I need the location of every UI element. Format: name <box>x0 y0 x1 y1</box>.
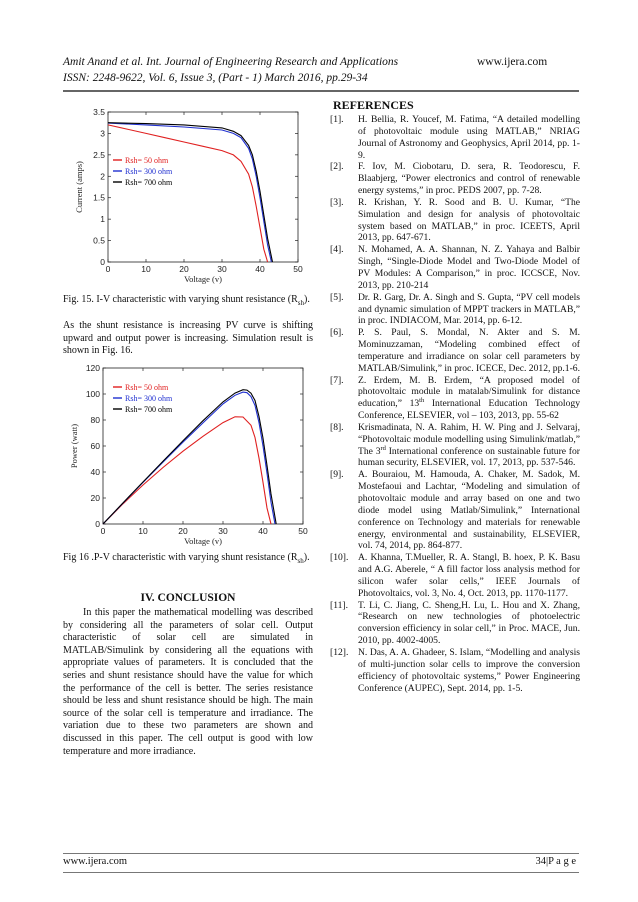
y-tick-label: 0 <box>100 257 105 267</box>
reference-number: [12]. <box>330 646 349 658</box>
y-tick-label: 0 <box>95 519 100 529</box>
references-heading: REFERENCES <box>333 98 414 112</box>
y-tick-label: 3 <box>100 128 105 139</box>
reference-item <box>330 292 580 328</box>
footer-bar <box>63 853 579 873</box>
reference-text-part: International conference on sustainable future for human security, ELSEVIER, vol. 17, 2013, pp. 537-546. <box>358 445 580 469</box>
y-axis-label: Power (watt) <box>69 423 79 469</box>
reference-item <box>330 244 580 291</box>
figure16-caption <box>63 552 313 564</box>
figure16-caption-text: Fig 16 .P-V characteristic with varying shunt resistance (R <box>63 552 298 563</box>
figure16-caption-end: ). <box>303 552 310 563</box>
footer-website: www.ijera.com <box>63 856 128 867</box>
pv-characteristic-chart <box>63 360 315 550</box>
reference-item <box>330 197 580 244</box>
header-rule <box>63 90 579 92</box>
reference-text: H. Bellia, R. Youcef, M. Fatima, “A detailed modelling of photovoltaic module using MATLAB,” NRIAG Journal of Astronomy and Geophysics, April 2014, pp. 1-9. <box>358 114 580 161</box>
reference-number: [3]. <box>330 196 344 208</box>
legend-label: Rsh= 700 ohm <box>125 405 173 414</box>
reference-number: [6]. <box>330 327 344 339</box>
legend-label: Rsh= 300 ohm <box>125 167 173 176</box>
running-header-website: www.ijera.com <box>477 56 548 68</box>
reference-item <box>330 422 580 469</box>
reference-number: [4]. <box>330 244 344 256</box>
figure15-caption-end: ). <box>304 294 310 305</box>
y-tick-label: 80 <box>90 415 100 425</box>
reference-text: R. Krishan, Y. R. Sood and B. U. Kumar, “The Simulation and design for analysis of photovoltaic system based on MATLAB,” in proc. ICEETS, April 2013, pp. 647-671. <box>358 196 580 244</box>
reference-text: N. Mohamed, A. A. Shannan, N. Z. Yahaya and Balbir Singh, “Single-Diode Model and Two-Diode Model of PV Modules: A Comparison,” in proc. ICCSCE, Nov. 2013, pp. 210-214 <box>358 244 580 291</box>
reference-number: [1]. <box>330 114 344 125</box>
reference-text: F. Iov, M. Ciobotaru, D. sera, R. Teodorescu, F. Blaabjerg, “Power electronics and control of renewable energy systems,” in proc. PEDS 2007, pp. 7-28. <box>358 161 580 197</box>
reference-item <box>330 600 580 647</box>
legend-label: Rsh= 50 ohm <box>125 156 169 165</box>
reference-text: T. Li, C. Jiang, C. Sheng,H. Lu, L. Hou and X. Zhang, “Research on new technologies of photoelectric conversion efficiency in solar cell,” in Proc. MACE, Jun. 2010, pp. 4002-4005. <box>358 599 580 647</box>
figure15-caption-text: Fig. 15. I-V characteristic with varying shunt resistance (R <box>63 294 298 305</box>
reference-number: [5]. <box>330 291 344 303</box>
reference-number: [8]. <box>330 421 344 433</box>
x-tick-label: 0 <box>100 526 106 536</box>
figure15-caption <box>63 294 313 306</box>
plot-area <box>108 112 298 262</box>
reference-item <box>330 647 580 694</box>
reference-item <box>330 552 580 599</box>
x-tick-label: 10 <box>141 264 151 274</box>
reference-text <box>358 422 580 469</box>
reference-item <box>330 327 580 374</box>
reference-item <box>330 114 580 161</box>
x-tick-label: 40 <box>255 264 265 274</box>
reference-text-part: International Education Technology Conference, ELSEVIER, vol – 103, 2013, pp. 55-62 <box>358 398 580 422</box>
x-axis-label: Voltage (v) <box>184 536 222 546</box>
y-axis-label: Current (amps) <box>74 161 84 213</box>
y-tick-label: 100 <box>85 389 100 399</box>
reference-ordinal-suffix: rd <box>380 444 386 452</box>
x-tick-label: 20 <box>179 264 189 274</box>
reference-text: N. Das, A. A. Ghadeer, S. Islam, “Modelling and analysis of multi-junction solar cells to improve the conversion efficiency of photovoltaic systems,” Power Engineering Conference (AUPEC), Sept. 2014, pp. 1-5. <box>358 646 580 694</box>
shunt-resistance-paragraph: As the shunt resistance is increasing PV curve is shifting upward and output power is increasing. Simulation result is shown in Fig. 16. <box>63 320 313 357</box>
y-tick-label: 3.5 <box>93 107 105 117</box>
figure15-caption-subscript: sh <box>297 299 304 307</box>
x-tick-label: 20 <box>178 526 188 536</box>
y-tick-label: 2 <box>100 171 105 182</box>
reference-list <box>330 114 580 694</box>
reference-text-part: Z. Erdem, M. B. Erdem, “A proposed model of photovoltaic module in matalab/Simulink for distance education,” 13 <box>358 374 580 410</box>
reference-text: Dr. R. Garg, Dr. A. Singh and S. Gupta, “PV cell models and dynamic simulation of MPPT trackers in MATLAB,” in proc. INDIACOM, Mar. 2014, pp. 6-12. <box>358 291 580 327</box>
x-tick-label: 0 <box>105 264 111 274</box>
reference-number: [9]. <box>330 469 344 481</box>
conclusion-text: In this paper the mathematical modelling was described by considering all the parameters of solar cell. Output characteristic of solar cell are simulated in MATLAB/Simulink by considering all the equations with appropriate values of parameters. It is concluded that the series and shunt resistance should have the value for which the performance of the cell is better. The series resistance should be less and shunt resistance should be high. The main source of the solar cell is temperature and irradiance. The variation due to these two parameters are shown and discussed in this paper. The cell output is good with low temperature and more irradiance. <box>63 607 313 757</box>
reference-ordinal-suffix: th <box>419 397 425 405</box>
x-tick-label: 40 <box>258 526 268 536</box>
y-tick-label: 1.5 <box>93 192 105 203</box>
reference-text <box>358 375 580 422</box>
reference-number: [7]. <box>330 374 344 386</box>
y-tick-label: 2.5 <box>93 149 105 160</box>
reference-item <box>330 469 580 552</box>
y-tick-label: 120 <box>85 363 100 373</box>
y-tick-label: 40 <box>90 467 100 477</box>
reference-number: [11]. <box>330 599 349 611</box>
y-tick-label: 60 <box>90 441 100 451</box>
x-axis-label: Voltage (v) <box>184 274 222 284</box>
legend-label: Rsh= 50 ohm <box>125 383 169 392</box>
conclusion-heading: IV. CONCLUSION <box>140 592 236 604</box>
x-tick-label: 50 <box>298 526 308 536</box>
reference-number: [10]. <box>330 552 349 564</box>
footer-page-number: 34|P a g e <box>535 856 576 867</box>
x-tick-label: 30 <box>218 526 228 536</box>
x-tick-label: 30 <box>217 264 227 274</box>
y-tick-label: 20 <box>90 493 100 503</box>
reference-number: [2]. <box>330 161 344 173</box>
reference-text: A. Khanna, T.Mueller, R. A. Stangl, B. hoex, P. K. Basu and A.G. Aberele, “ A fill factor loss analysis method for silicon wafer solar cells,” IEEE Journals of Photovoltaics, vol. 3, No. 4, Oct. 2013, pp. 1170-1177. <box>358 552 580 599</box>
reference-text-part: Krismadinata, N. A. Rahim, H. W. Ping and J. Selvaraj, “Photovoltaic module modelling using Simulink/matlab,” The 3 <box>358 421 580 457</box>
running-header-issn: ISSN: 2248-9622, Vol. 6, Issue 3, (Part - 1) March 2016, pp.29-34 <box>63 72 368 84</box>
figure16-caption-subscript: sh <box>297 557 304 565</box>
y-tick-label: 1 <box>100 214 105 225</box>
legend-label: Rsh= 300 ohm <box>125 394 173 403</box>
y-tick-label: 0.5 <box>93 235 105 246</box>
x-tick-label: 50 <box>293 264 303 274</box>
reference-item <box>330 161 580 197</box>
reference-text: A. Bouraiou, M. Hamouda, A. Chaker, M. Sadok, M. Mostefaoui and Lachtar, “Modeling and simulation of photovoltaic module and array based on one and two diode model using Matlab/Simulink,” International conference on Technology and materials for renewable energy, environmental and sustainability, ELSEVIER, vol. 74, 2014, pp. 864-877. <box>358 469 580 552</box>
iv-characteristic-chart <box>63 100 315 290</box>
running-header-citation: Amit Anand et al. Int. Journal of Engineering Research and Applications <box>63 56 399 68</box>
reference-item <box>330 375 580 422</box>
reference-text: P. S. Paul, S. Mondal, N. Akter and S. M. Mominuzzaman, “Modeling combined effect of temperature and irradiance on solar cell parameters by MATLAB/Simulink,” in proc. ICECE, Dec. 2012, pp.1-6. <box>358 327 580 374</box>
legend-label: Rsh= 700 ohm <box>125 178 173 187</box>
x-tick-label: 10 <box>138 526 148 536</box>
